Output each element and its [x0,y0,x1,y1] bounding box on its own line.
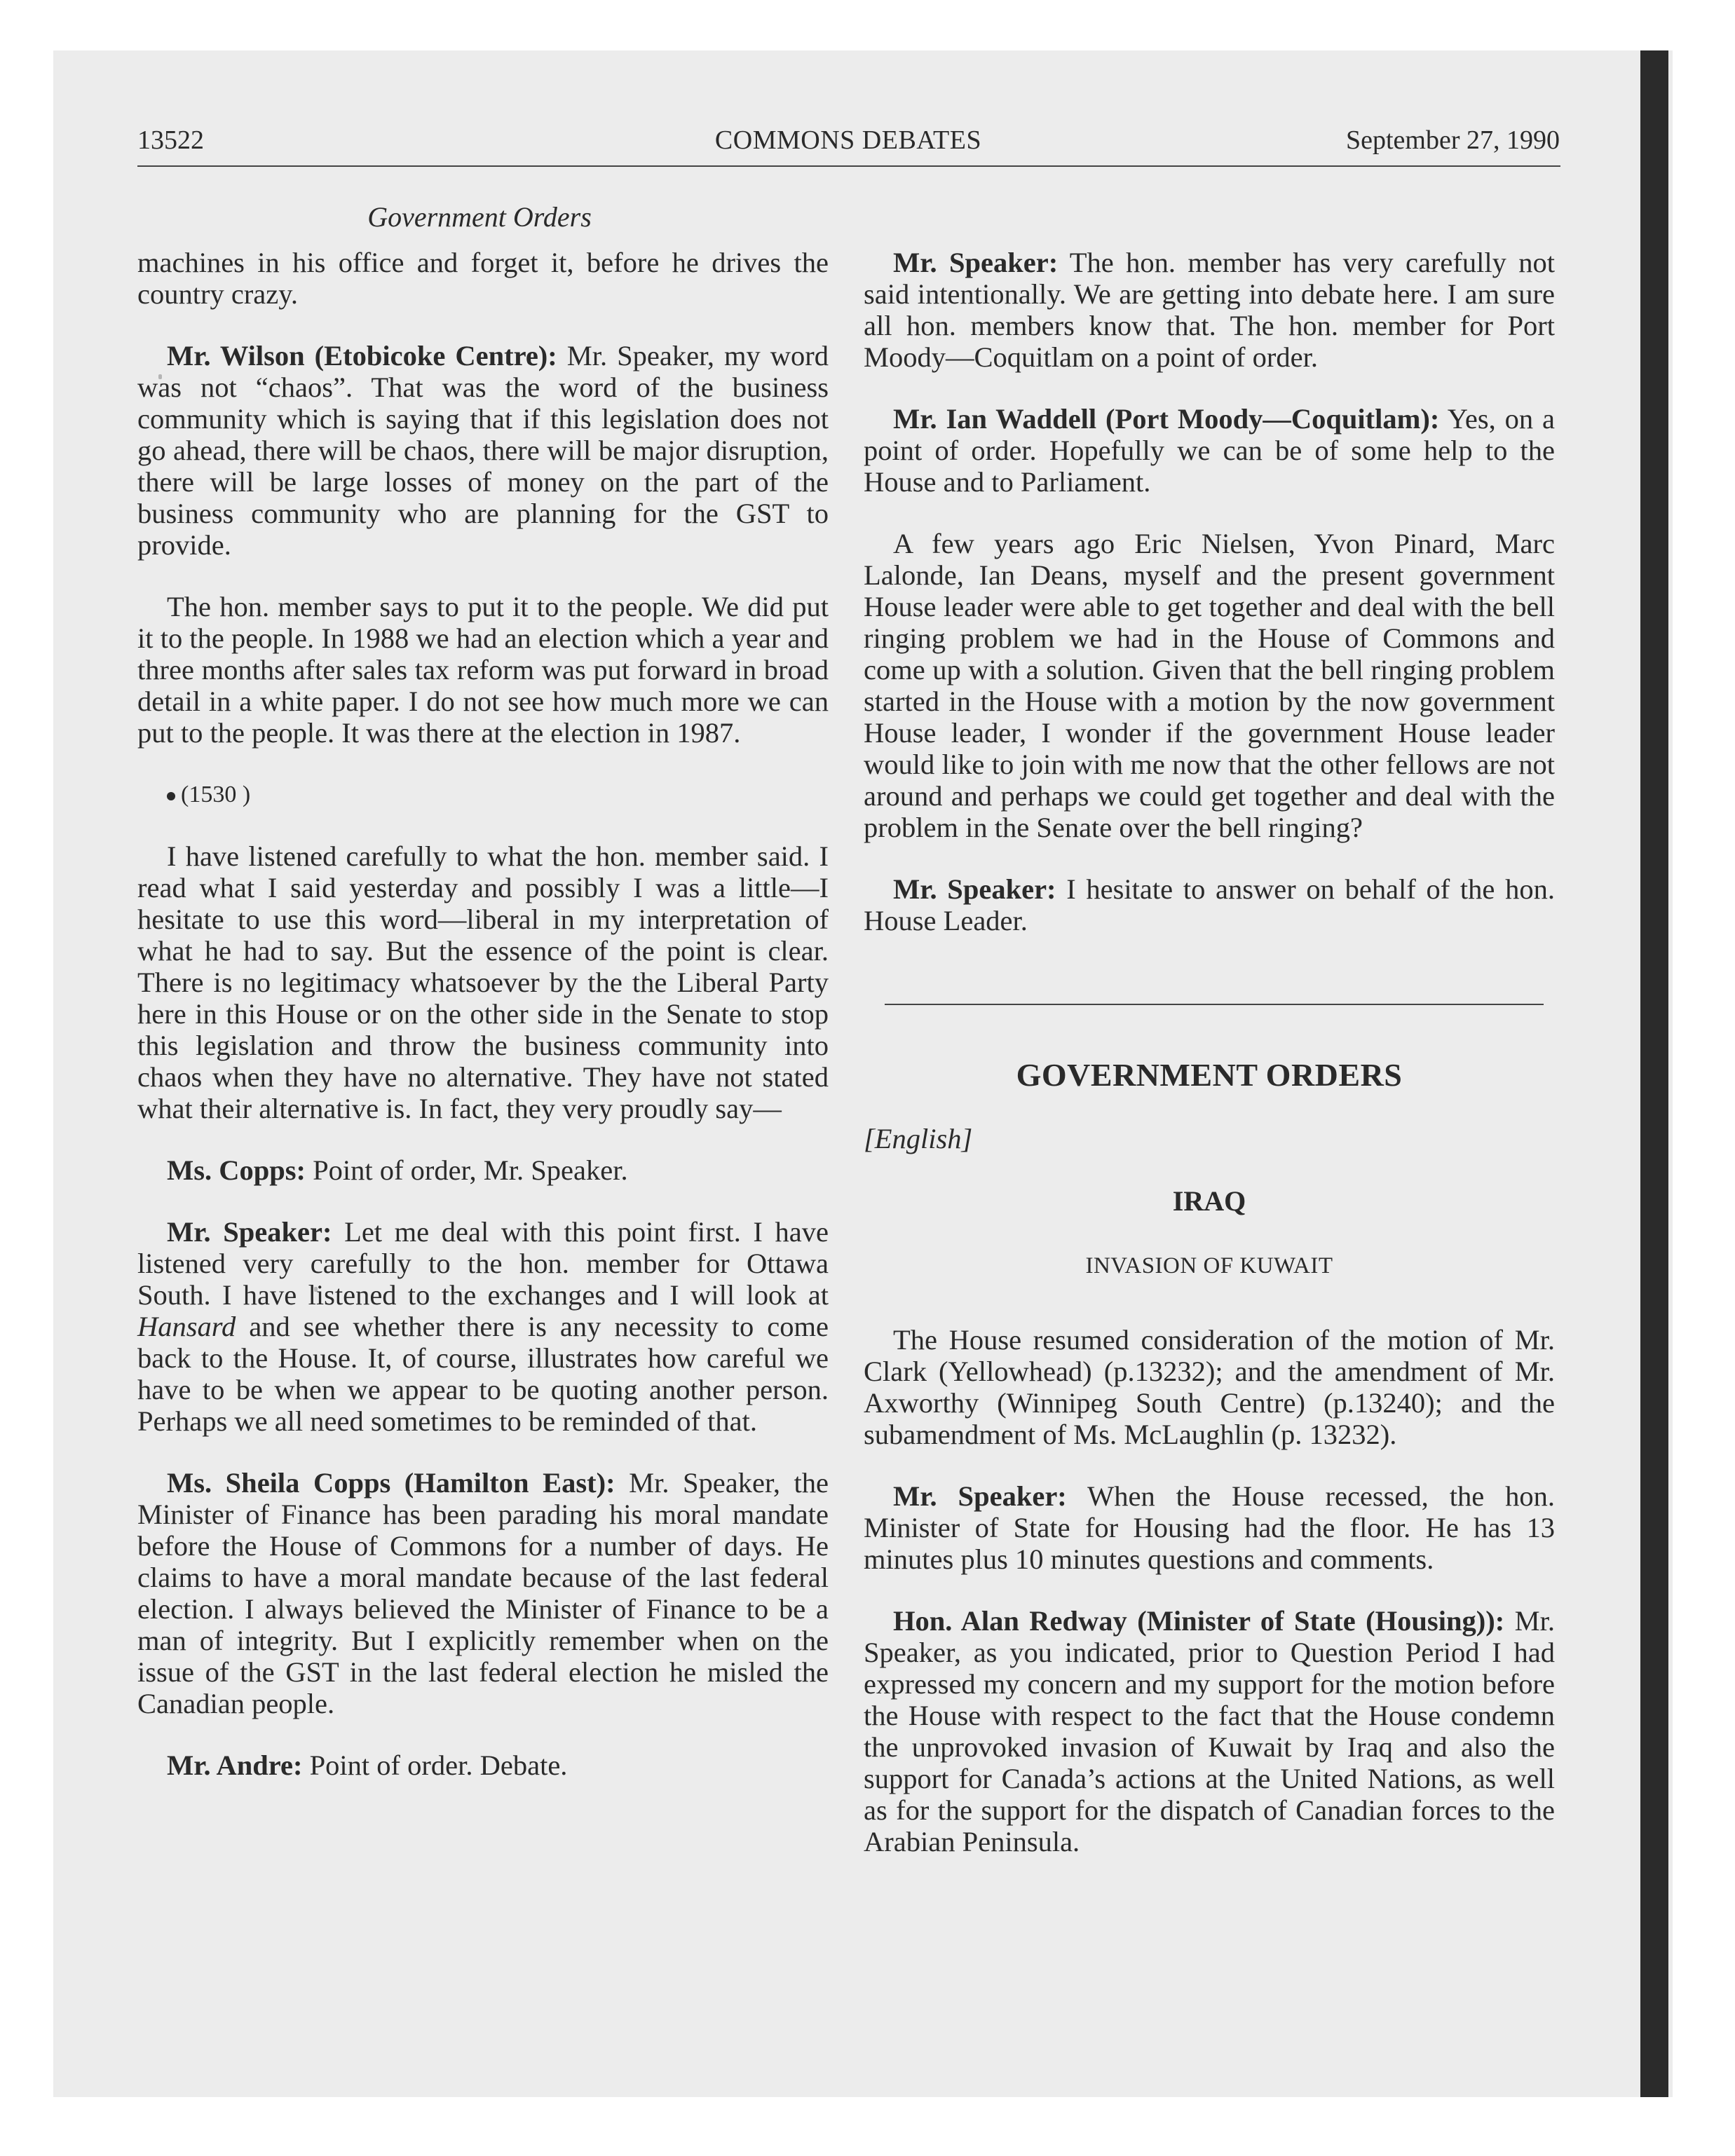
speaker-name: Mr. Speaker: [893,873,1056,905]
speaker-name: Ms. Sheila Copps (Hamilton East): [167,1467,615,1499]
speech-text: Mr. Speaker, the Minister of Finance has been parading his moral mandate before the House of Commons for a number of days. He claims to have a moral mandate because of the last federal election. I always believed the Minister of Finance to be a man of integrity. But I explicitly remember when on the issue of the GST in the last federal election he misled the Canadian people. [137,1467,829,1719]
speech-wilson [137,340,829,561]
header-rule [137,165,1560,167]
speech-text: Point of order. Debate. [302,1749,568,1781]
speaker-name: Mr. Speaker: [893,247,1059,278]
paragraph: I have listened carefully to what the hon. member said. I read what I said yesterday and possibly I was a little—I hesitate to use this word—liberal in my interpretation of what he had to say. But the essence of the point is clear. There is no legitimacy whatsoever by the the Liberal Party here in this House or on the other side in the Senate to stop this legislation and throw the business community into chaos when they have no alternative. They have not stated what their alternative is. In fact, they very proudly say— [137,840,829,1124]
time-marker [137,779,829,810]
subsubject-heading: INVASION OF KUWAIT [1085,1253,1333,1278]
speech-text: Mr. Speaker, as you indicated, prior to Question Period I had expressed my concern and my support for the motion before the House with respect to the fact that the House condemn the unprovoked invasion of Kuwait by Iraq and also the support for Canada’s actions at the United Nations, as well as for the support for the dispatch of Canadian forces to the Arabian Peninsula. [864,1605,1556,1857]
speech-speaker [137,1216,829,1437]
speech-text: and see whether there is any necessity to come back to the House. It, of course, illustrates how careful we have to be when we appear to be quoting another person. Perhaps we all need sometimes to be reminded of that. [137,1311,829,1437]
language-tag: [English] [864,1123,973,1154]
speech-text: Let me deal with this point first. I have listened very carefully to the hon. member for Ottawa South. I have listened to the exchanges and I will look at [137,1216,829,1311]
paragraph: The House resumed consideration of the motion of Mr. Clark (Yellowhead) (p.13232); and the amendment of Mr. Axworthy (Winnipeg South Centre) (p.13240); and the subamendment of Ms. McLaughlin (p. 13232). [864,1324,1555,1450]
speaker-name: Ms. Copps: [167,1154,306,1186]
speech-text: I hesitate to answer on behalf of the hon. House Leader. [864,873,1555,936]
speech-text: Mr. Speaker, my word was not “chaos”. That was the word of the business community which is saying that if this legislation does not go ahead, there will be chaos, there will be major disruption, there will be large losses of money on the part of the business community who are planning for the GST to provide. [137,340,829,561]
speaker-name: Mr. Speaker: [167,1216,332,1248]
speech-copps [137,1154,829,1186]
speech-text: The hon. member has very carefully not said intentionally. We are getting into debate here. I am sure all hon. members know that. The hon. member for Port Moody—Coquitlam on a point of order. [864,247,1555,373]
left-column [137,247,829,1811]
running-head: Government Orders [367,201,592,233]
speech-speaker [864,873,1555,936]
speech-text: Point of order, Mr. Speaker. [306,1154,628,1186]
scan-edge-shadow [1640,50,1668,2097]
speech-text: When the House recessed, the hon. Minister of State for Housing had the floor. He has 13 minutes plus 10 minutes questions and comments. [864,1480,1555,1575]
speaker-name: Hon. Alan Redway (Minister of State (Housing)): [893,1605,1505,1637]
publication-date: September 27, 1990 [1345,125,1560,155]
speech-text: Yes, on a point of order. Hopefully we can be of some help to the House and to Parliament. [864,403,1555,498]
hansard-italic: Hansard [137,1311,236,1342]
right-column [864,247,1555,1888]
speaker-name: Mr. Ian Waddell (Port Moody—Coquitlam): [893,403,1440,435]
page-number: 13522 [137,125,204,155]
speech-speaker [864,247,1555,373]
paragraph: machines in his office and forget it, before he drives the country crazy. [137,247,829,310]
speech-sheila-copps [137,1467,829,1719]
paragraph: A few years ago Eric Nielsen, Yvon Pinard, Marc Lalonde, Ian Deans, myself and the present government House leader were able to get together and deal with the bell ringing problem we had in the House of Commons and come up with a solution. Given that the bell ringing problem started in the House with a motion by the now government House leader, I wonder if the government House leader would like to join with me now that the other fellows are not around and perhaps we could get together and deal with the problem in the Senate over the bell ringing? [864,528,1555,843]
paragraph: The hon. member says to put it to the people. We did put it to the people. In 1988 we had an election which a year and three months after sales tax reform was put forward in broad detail in a white paper. I do not see how much more we can put to the people. It was there at the election in 1987. [137,591,829,749]
speaker-name: Mr. Speaker: [893,1480,1067,1512]
bullet-icon [167,792,175,800]
time-marker-text: (1530 ) [181,782,251,807]
speech-waddell [864,403,1555,498]
speaker-name: Mr. Wilson (Etobicoke Centre): [167,340,557,371]
section-rule [885,1004,1544,1005]
speech-speaker [864,1480,1555,1575]
speech-andre [137,1749,829,1781]
speaker-name: Mr. Andre: [167,1749,303,1781]
publication-title: COMMONS DEBATES [714,125,982,155]
subject-heading: IRAQ [1172,1185,1246,1217]
section-title: GOVERNMENT ORDERS [1016,1057,1403,1093]
speech-redway [864,1605,1555,1857]
